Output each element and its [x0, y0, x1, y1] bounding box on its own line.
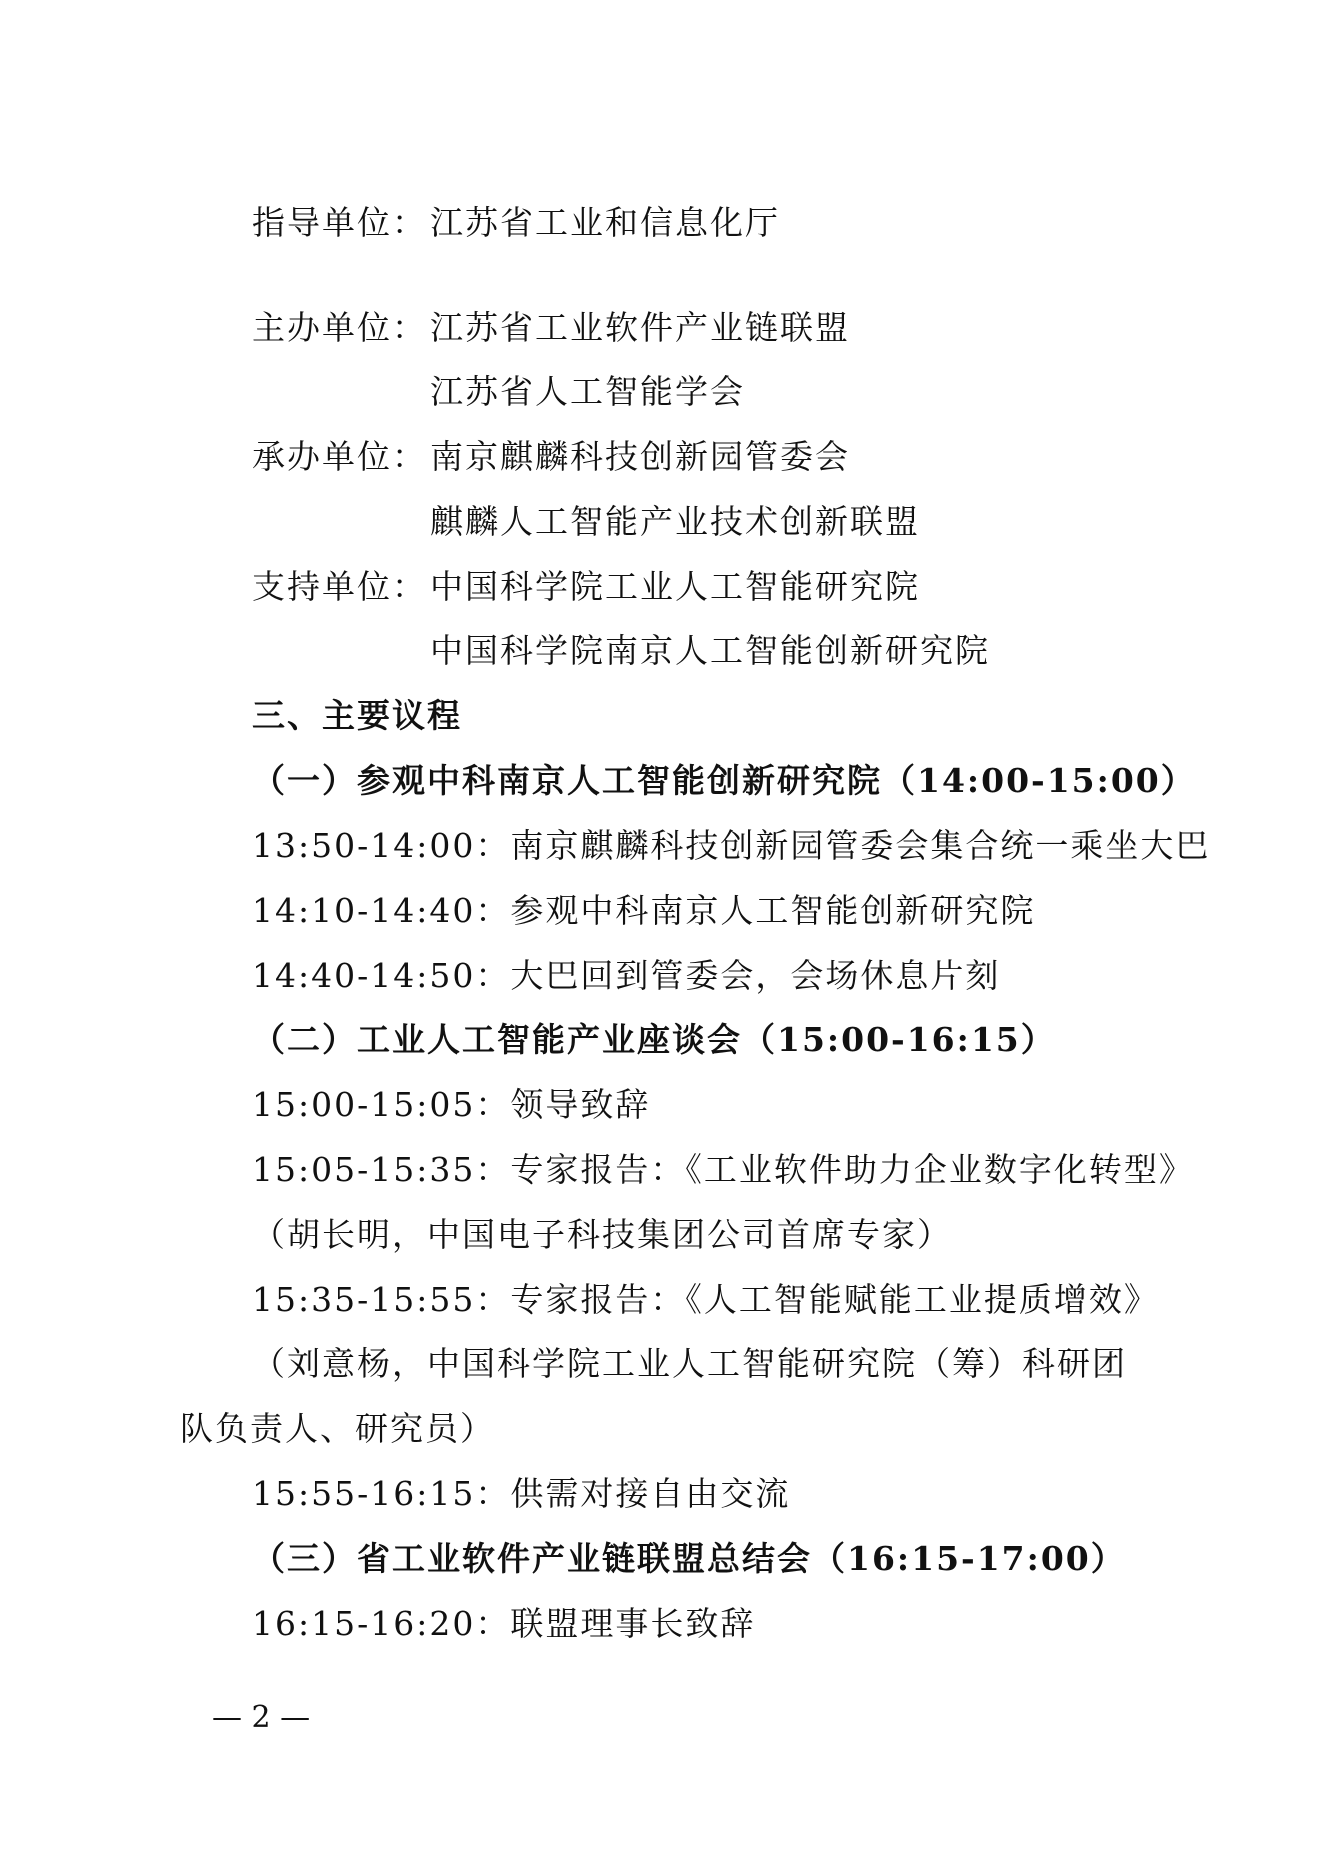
guide-unit-label: 指导单位：: [252, 203, 427, 242]
host-unit-org-1: 江苏省工业软件产业链联盟: [430, 308, 850, 347]
organizer-unit-org-2: 麒麟人工智能产业技术创新联盟: [430, 502, 920, 541]
page-number: — 2 —: [212, 1700, 311, 1735]
agenda-item: 15:00-15:05：领导致辞: [252, 1085, 651, 1124]
agenda-item-note: （胡长明，中国电子科技集团公司首席专家）: [252, 1215, 952, 1254]
agenda-item: 15:55-16:15：供需对接自由交流: [252, 1474, 791, 1513]
host-unit-label: 主办单位：: [252, 308, 427, 347]
organizer-unit-org-1: 南京麒麟科技创新园管委会: [430, 437, 850, 476]
agenda-part3-title: （三）省工业软件产业链联盟总结会（16:15-17:00）: [252, 1539, 1126, 1578]
agenda-item: 14:40-14:50：大巴回到管委会，会场休息片刻: [252, 956, 1001, 995]
organizer-unit-label: 承办单位：: [252, 437, 427, 476]
agenda-part1-title: （一）参观中科南京人工智能创新研究院（14:00-15:00）: [252, 761, 1196, 800]
support-unit-org-1: 中国科学院工业人工智能研究院: [430, 567, 920, 606]
support-unit-label: 支持单位：: [252, 567, 427, 606]
agenda-item: 16:15-16:20：联盟理事长致辞: [252, 1604, 756, 1643]
host-unit-org-2: 江苏省人工智能学会: [430, 372, 745, 411]
agenda-item-note: （刘意杨，中国科学院工业人工智能研究院（筹）科研团: [252, 1344, 1127, 1383]
agenda-part2-title: （二）工业人工智能产业座谈会（15:00-16:15）: [252, 1020, 1056, 1059]
agenda-item: 13:50-14:00：南京麒麟科技创新园管委会集合统一乘坐大巴: [252, 826, 1211, 865]
agenda-item-note-continued: 队负责人、研究员）: [180, 1409, 495, 1448]
agenda-item: 14:10-14:40：参观中科南京人工智能创新研究院: [252, 891, 1036, 930]
support-unit-org-2: 中国科学院南京人工智能创新研究院: [430, 631, 990, 670]
agenda-item: 15:35-15:55：专家报告：《人工智能赋能工业提质增效》: [252, 1280, 1159, 1319]
agenda-item: 15:05-15:35：专家报告：《工业软件助力企业数字化转型》: [252, 1150, 1194, 1189]
guide-unit-org-1: 江苏省工业和信息化厅: [430, 203, 780, 242]
section-title: 三、主要议程: [252, 696, 462, 735]
